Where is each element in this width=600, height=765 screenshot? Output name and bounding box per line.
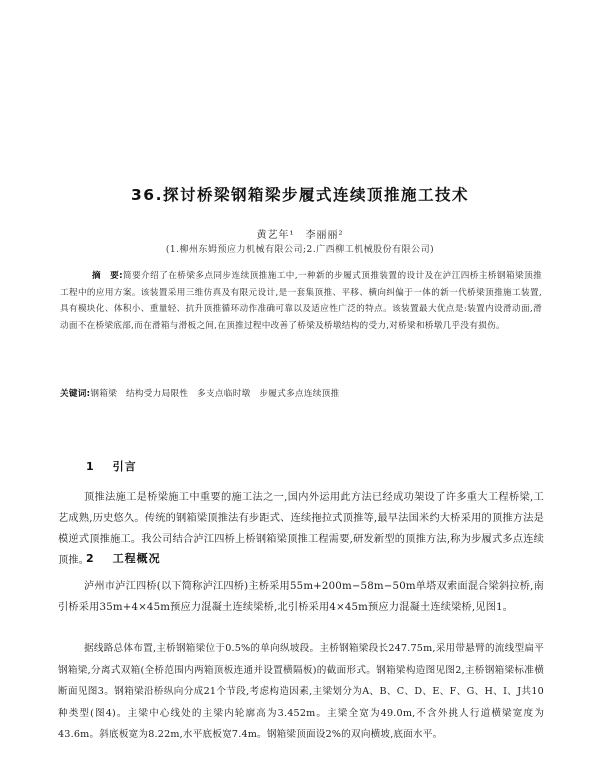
- section-number: 1: [86, 460, 95, 473]
- author-affiliations: (1.柳州东姆预应力机械有限公司;2.广西柳工机械股份有限公司): [165, 245, 435, 255]
- author-list: 黄艺年¹ 李丽丽²: [256, 230, 344, 241]
- keywords: [60, 387, 542, 399]
- paragraph: 据线路总体布置,主桥钢箱梁位于0.5%的单向纵坡段。主桥钢箱梁段长247.75m,采用带悬臂的流线型扁平钢箱梁,分离式双箱(全桥范围内两箱顶板连通并设置横隔板)的截面形式。钢箱梁构造图见图2,主桥钢箱梁标准横断面见图3。钢箱梁沿桥纵向分成21个节段,考虑构造因素,主梁划分为A、B、C、D、E、F、G、H、I、J共10种类型(图4)。主梁中心线处的主梁内轮廓高为3.452m。主梁全宽为49.0m,不含外挑人行道横梁宽度为43.6m。斜底板宽为8.22m,水平底板宽7.4m。钢箱梁顶面设2%的双向横坡,底面水平。: [58, 643, 544, 740]
- keywords-text: 钢箱梁 结构受力局限性 多支点临时墩 步履式多点连续顶推: [90, 389, 340, 399]
- abstract-label: 摘 要:: [92, 271, 123, 281]
- section-heading: [86, 550, 161, 566]
- paragraph: 顶推法施工是桥梁施工中重要的施工法之一,国内外运用此方法已经成功架设了许多重大工程桥梁,工艺成熟,历史悠久。传统的钢箱梁顶推法有步距式、连续拖拉式顶推等,最早法国米约大桥采用的顶推方法是模逆式顶推施工。我公司结合泸江四桥上桥钢箱梁顶推工程需要,研发新型的顶推方法,称为步履式多点连续顶推。: [58, 492, 544, 566]
- keywords-label: 关键词:: [60, 389, 91, 399]
- paragraph: 泸州市泸江四桥(以下简称泸江四桥)主桥采用55m+200m−58m−50m单塔双索面混合梁斜拉桥,南引桥采用35m+4×45m预应力混凝土连续梁桥,北引桥采用4×45m预应力混凝土连续梁桥,见图1。: [58, 581, 544, 613]
- section-heading: [86, 458, 137, 474]
- section-number: 2: [86, 552, 95, 565]
- abstract-text: 简要介绍了在桥梁多点同步连续顶推施工中,一种新的步履式顶推装置的设计及在泸江四桥主桥钢箱梁顶推工程中的应用方案。该装置采用三维仿真及有限元设计,是一套集顶推、平移、横向纠偏于一体的新一代桥梁顶推施工装置,具有模块化、体积小、重量轻、抗升顶推循环动作准确可靠以及适应性广泛的特点。该装置最大优点是:装置内设滑动面,滑动面不在桥梁底部,而在滑箱与滑板之间,在顶推过程中改善了桥梁及桥墩结构的受力,对桥梁和桥墩几乎没有损伤。: [60, 271, 542, 331]
- abstract: [60, 268, 542, 334]
- paper-title: 36.探讨桥梁钢箱梁步履式连续顶推施工技术: [131, 186, 469, 204]
- section-title: 工程概况: [112, 552, 161, 565]
- section-title: 引言: [112, 460, 137, 473]
